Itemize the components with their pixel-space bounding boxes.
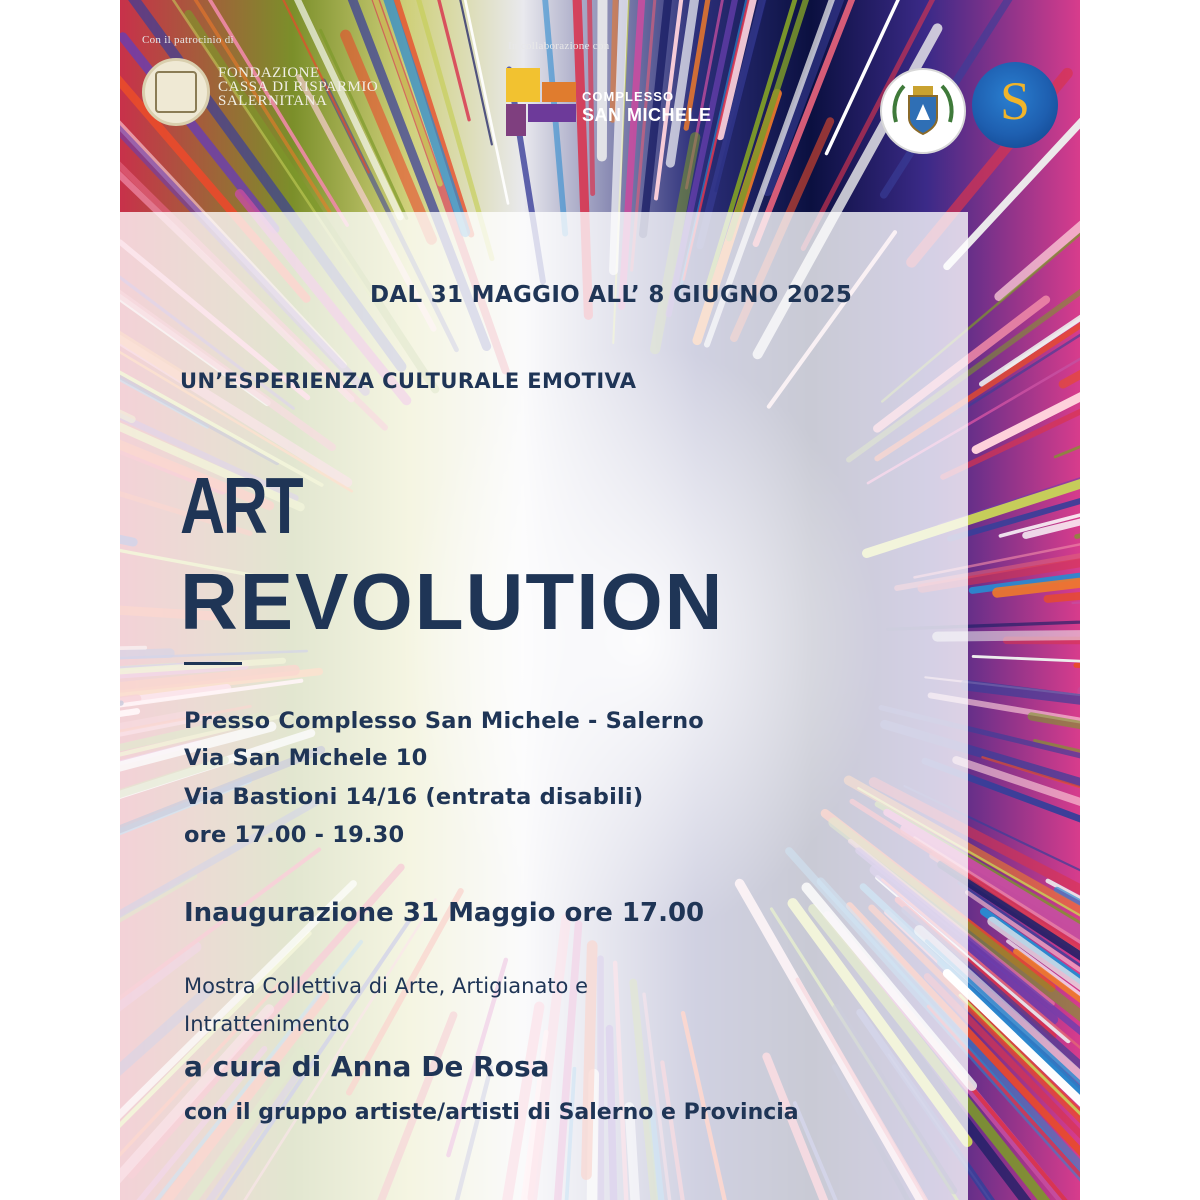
sponsor-bar <box>120 0 1080 210</box>
street-address-line: Via San Michele 10 <box>184 745 428 771</box>
event-title-art: ART <box>180 461 302 550</box>
san-michele-label: SAN MICHELE <box>582 105 712 125</box>
patronage-label: Con il patrocinio di <box>142 34 234 46</box>
san-michele-logo-icon <box>506 68 578 136</box>
accessible-entrance-line: Via Bastioni 14/16 (entrata disabili) <box>184 784 644 810</box>
event-date-range: DAL 31 MAGGIO ALL’ 8 GIUGNO 2025 <box>370 282 853 308</box>
venue-line: Presso Complesso San Michele - Salerno <box>184 708 704 734</box>
s-badge-icon <box>972 62 1058 148</box>
fondazione-logo-text <box>218 66 378 108</box>
event-subtitle: UN’ESPERIENZA CULTURALE EMOTIVA <box>180 369 637 393</box>
artists-text: con il gruppo artiste/artisti di Salerno e Provincia <box>184 1100 799 1125</box>
municipal-crest-icon <box>880 68 966 154</box>
event-title-revolution: REVOLUTION <box>180 557 725 646</box>
fondazione-line-1: FONDAZIONE <box>218 65 320 81</box>
description-line: Mostra Collettiva di Arte, Artigianato e <box>184 974 588 998</box>
description-line: Intrattenimento <box>184 1012 350 1036</box>
complesso-label: COMPLESSO <box>582 89 675 104</box>
title-divider <box>184 662 242 665</box>
san-michele-logo-text <box>582 88 712 124</box>
fondazione-line-3: SALERNITANA <box>218 93 328 109</box>
inauguration-text: Inaugurazione 31 Maggio ore 17.00 <box>184 898 705 928</box>
badge-letter: S <box>999 71 1031 131</box>
fondazione-line-2: CASSA DI RISPARMIO <box>218 79 379 95</box>
fondazione-seal-icon <box>142 58 210 126</box>
curator-text: a cura di Anna De Rosa <box>184 1050 550 1083</box>
collaboration-label: In collaborazione con <box>508 40 610 52</box>
opening-hours-line: ore 17.00 - 19.30 <box>184 822 405 848</box>
event-poster <box>120 0 1080 1200</box>
